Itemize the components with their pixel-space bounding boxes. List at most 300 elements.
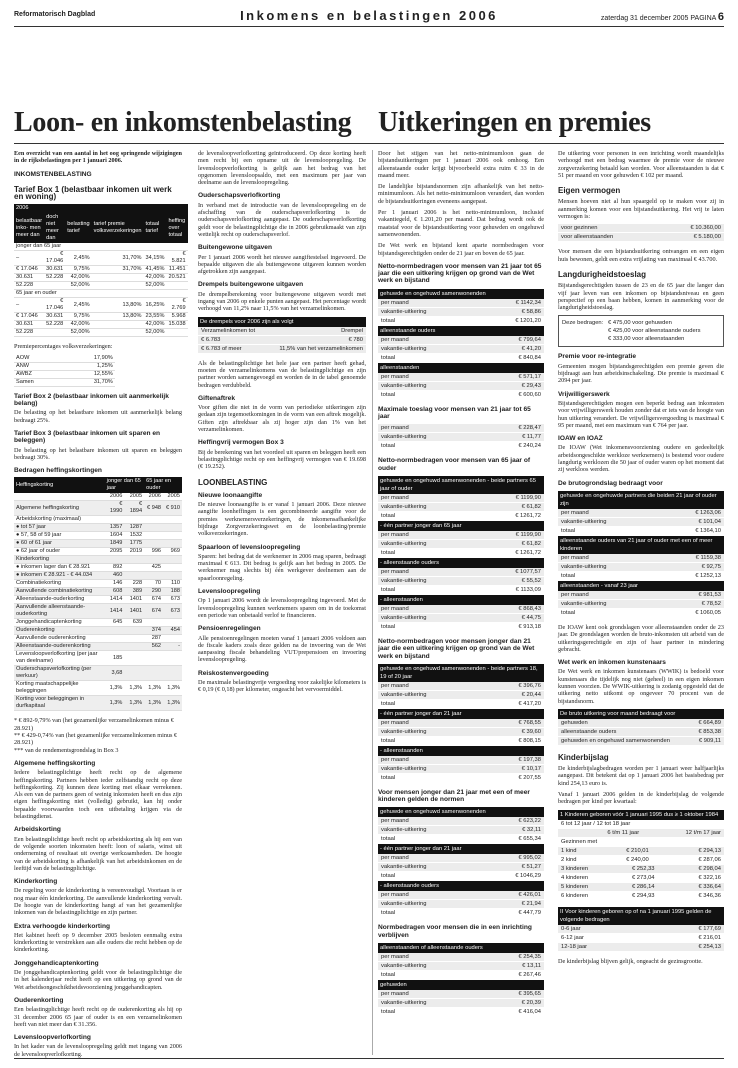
amount-row-cell: € 981,53 (698, 591, 721, 598)
box3-title: Tarief Box 3 (belastbaar inkomen uit sparen en beleggen) (14, 429, 161, 445)
box1-cell: 52.228 (46, 321, 64, 328)
kortingen-cell (163, 651, 182, 666)
amount-row (378, 971, 544, 980)
amount-row-cell: totaal (381, 391, 396, 398)
box-f (378, 943, 544, 1017)
kortingen-cell: Korting maatschappelijke beleggingen (14, 681, 105, 696)
amount-row-cell: € 32,11 (522, 827, 541, 834)
box1-cell: € 17.046 (46, 298, 64, 312)
section-text: Iedere belastingplichtige heeft recht op de algemene heffingskorting. Partners hebben ieder zelfstandig recht op deze heffingskorting. Zij kunnen deze korting met elkaar verrekenen. Als een van de partners geen of weinig inkomsten heeft en dus zijn eigen heffingskorting niet (volledig) gebruikt, kan hij onder bepaalde voorwaarden toch een uitbetaling krijgen via de belastingdienst. (14, 769, 182, 821)
column-2 (198, 150, 366, 1050)
amount-row-cell: € 1263,06 (695, 509, 721, 516)
kortingen-cell: 1775 (124, 540, 144, 548)
amount-row-cell: vakantie-uitkering (561, 563, 607, 570)
box1-cell: 52.228 (46, 274, 64, 281)
table-row (14, 370, 115, 378)
eigen-row-cell: voor gezinnen (561, 225, 598, 232)
amount-row-cell: vakantie-uitkering (381, 963, 427, 970)
kb-b-title: II Voor kinderen geboren op of na 1 januari 1995 gelden de volgende bedragen (558, 907, 724, 925)
table-row (14, 501, 182, 516)
kortingen-cell: Jonggehandicaptenkorting (14, 619, 105, 627)
eigen-row-cell: voor alleenstaanden (561, 234, 614, 241)
section-heading: Wet werk en inkomen kunstenaars (558, 659, 666, 667)
amount-row-cell: totaal (381, 972, 396, 979)
amount-row-cell: € 78,52 (701, 600, 721, 607)
box1-header-cell: doch niet meer dan (44, 213, 65, 243)
table-row (14, 635, 182, 643)
wwik-row-cell: € 853,38 (698, 728, 721, 735)
premie-cell: Samen (14, 378, 63, 386)
kb-a-row-cell: € 273,04 (631, 874, 655, 881)
amount-row-cell: € 207,55 (518, 774, 541, 781)
wwik-title: De bruto uitkering voor maand bedraagt voor (558, 709, 724, 719)
section-text: Een belastingplichtige heeft recht op de ouderenkorting als hij op 31 december 2006 65 jaar of ouder is en een verzamelinkomen heeft van niet meer dan € 31.356. (14, 1006, 182, 1028)
kortingen-cell: € 910 (163, 501, 182, 516)
wwik-row-cell: alleenstaande ouders (561, 728, 617, 735)
kb-a-row-cell: € 346,36 (698, 892, 721, 899)
amount-row-cell: € 51,27 (521, 864, 541, 871)
amount-row (378, 433, 544, 442)
amount-row-cell: totaal (381, 443, 396, 450)
kb-b-box (558, 907, 724, 952)
amount-row-cell: vakantie-uitkering (381, 614, 427, 621)
box1-cell: 20.521 (168, 274, 186, 281)
kortingen-cell (124, 651, 144, 666)
section-text: In het kader van de levensloopregeling geldt met ingang van 2006 de levensloopverlofkorting. (14, 1043, 182, 1058)
amount-row (378, 586, 544, 595)
amount-row-cell: totaal (381, 512, 396, 519)
group-label: - alleenstaande ouders (378, 558, 544, 568)
kinderbijslag-title: Kinderbijslag (558, 752, 609, 762)
col4-intro: De uitkering voor personen in een inrichting wordt maandelijks verhoogd met een bedrag waarmee de premie voor de nieuwe zorgverzekering betaald kan worden. Voor alleenstaanden is dat € 51 per maand en voor gehuwden € 102 per maand. (558, 150, 724, 179)
kortingen-cell (163, 666, 182, 681)
amount-row-cell: totaal (381, 737, 396, 744)
group-label: gehuwde en ongehuwde partners die beiden 21 jaar of ouder zijn (558, 491, 724, 509)
page-number: 6 (717, 11, 724, 23)
amount-row (378, 728, 544, 737)
box-a (378, 289, 544, 400)
kortingen-cell: 1,3% (105, 681, 125, 696)
amount-row (378, 354, 544, 363)
kortingen-cell (124, 643, 144, 651)
kortingen-cell (144, 532, 163, 540)
table-row (14, 282, 188, 290)
amount-row-cell: per maand (381, 682, 409, 689)
amount-row-cell: € 1133,09 (515, 586, 541, 593)
table-row (14, 251, 188, 266)
kortingen-cell: Alleenstaande-ouderenkorting (14, 643, 105, 651)
table-row (14, 274, 188, 282)
kortingen-cell: € 1894 (124, 501, 144, 516)
amount-row (378, 854, 544, 863)
kortingen-cell: 1,3% (163, 696, 182, 711)
amount-row-cell: € 426,01 (518, 892, 541, 899)
amount-row-cell: € 1199,90 (515, 531, 541, 538)
table-row (14, 532, 182, 540)
box1-cell: 42,00% (145, 321, 165, 328)
kortingen-cell (163, 564, 182, 572)
amount-row (378, 540, 544, 549)
kortingen-cell: 673 (163, 596, 182, 604)
drempel-row-cell: 11,5% van het verzamelinkomen (279, 345, 363, 352)
box1-title: Tarief Box 1 (belastbaar inkomen uit werk en woning) (14, 184, 172, 202)
box1-cell: – (14, 251, 44, 266)
amount-row-cell: per maand (561, 554, 589, 561)
amount-row-cell: € 197,38 (518, 756, 541, 763)
bruto-title: De brutogrondslag bedraagt voor (558, 479, 663, 487)
box1-cell: 52,00% (145, 282, 165, 289)
wwik-row (558, 719, 724, 728)
box1-cell (44, 282, 65, 290)
table-row (14, 329, 188, 337)
kortingen-cell: 1849 (105, 540, 125, 548)
kortingen-note: *** van de rendementsgrondslag in Box 3 (14, 746, 119, 754)
wwik-box (558, 709, 724, 746)
box1-cell: 15.038 (168, 321, 186, 328)
amount-row-cell: € 55,52 (521, 577, 541, 584)
amount-row-cell: vakantie-uitkering (561, 518, 607, 525)
box1-cell: 30.631 (46, 266, 64, 273)
amount-row-cell: € 1077,57 (515, 568, 541, 575)
section-heading: Extra verhoogde kinderkorting (14, 922, 110, 930)
kb-b-row-cell: € 254,13 (698, 943, 721, 950)
eigen-row (558, 224, 724, 233)
amount-row (378, 531, 544, 540)
premie-cell: 31,70% (63, 378, 115, 386)
amount-row-cell: vakantie-uitkering (381, 765, 427, 772)
section-text: In verband met de introductie van de levensloopregeling en de afschaffing van de ouderschapsverlofkorting is de ouderschapsverlofkorting aangepast. De ouderschapsverlofkorting geldt voor de belastingplichtige die in 2006 gebruikmaakt van zijn wettelijk recht op ouderschapsverlof. (198, 201, 366, 238)
kb-a-row-cell: € 298,04 (698, 865, 721, 872)
headline-rule (14, 143, 724, 144)
amount-row-cell: € 417,20 (518, 700, 541, 707)
table-row (14, 572, 182, 580)
amount-row-cell: € 913,18 (518, 623, 541, 630)
kortingen-cell: 673 (163, 604, 182, 619)
box2-text: De belasting op het belastbare inkomen uit aanmerkelijk belang bedraagt 25%. (14, 409, 182, 424)
amount-row-cell: € 29,43 (521, 382, 541, 389)
kortingen-cell: 1,3% (124, 681, 144, 696)
group-label: alleenstaanden of alleenstaande ouders (378, 943, 544, 953)
box3-text: De belasting op het belastbare inkomen uit sparen en beleggen bedraagt 30%. (14, 446, 182, 461)
kortingen-cell (124, 564, 144, 572)
issue-date: zaterdag 31 december 2005 (600, 15, 689, 22)
kortingen-cell (144, 540, 163, 548)
section-heading: Levensloopregeling (198, 588, 261, 596)
kinderbijslag-text: De kinderbijslagbedragen worden per 1 januari weer halfjaarlijks aangepast. Dit betekent dat op 1 januari 2006 het basisbedrag per kind 254,13 euro is. (558, 765, 724, 787)
amount-row-cell: € 1060,05 (695, 609, 721, 616)
table-row (14, 604, 182, 619)
table-row (14, 556, 182, 564)
section-text: Gemeenten mogen bijstandsgerechtigden een premie geven die bijdraagt aan hun arbeidsinschakeling. Die premie is maximaal € 2094 per jaar. (558, 362, 724, 385)
group-label: - alleenstaande ouders (378, 881, 544, 891)
box1-table (14, 204, 188, 337)
kortingen-cell: - (163, 643, 182, 651)
table-row (14, 588, 182, 596)
kb-a-row (558, 883, 724, 892)
kortingen-sub-cell: 2006 (144, 493, 163, 501)
amount-row (378, 990, 544, 999)
box1-cell: 5.968 (167, 313, 188, 321)
amount-row (378, 549, 544, 558)
kortingen-cell: 188 (163, 588, 182, 596)
amount-row (378, 424, 544, 433)
table-row (14, 321, 188, 329)
amount-row-cell: totaal (381, 549, 396, 556)
section-heading: Reiskostenvergoeding (198, 669, 269, 677)
kb-a-row (558, 865, 724, 874)
kb-b-row-cell: 6-12 jaar (561, 934, 584, 941)
table-row (14, 378, 115, 386)
amount-row-cell: € 1252,13 (695, 572, 721, 579)
amount-row-cell: € 1201,20 (515, 317, 541, 324)
kortingen-cell: 1532 (124, 532, 144, 540)
kortingen-cell: ● inkomen € 28.921 - € 44.034 (14, 572, 105, 580)
amount-row-cell: vakantie-uitkering (381, 901, 427, 908)
amount-row-cell: per maand (561, 591, 589, 598)
group-label: gehuwde en ongehuwd samenwonenden (378, 807, 544, 817)
amount-row (558, 554, 724, 563)
kortingen-cell: Ouderenkorting (14, 627, 105, 635)
kortingen-cell (163, 540, 182, 548)
eigen-row-cell: € 5.180,00 (693, 234, 721, 241)
drempel-row-cell: € 6.783 of meer (201, 345, 242, 352)
amount-row-cell: per maand (381, 568, 409, 575)
amount-row-cell: totaal (381, 774, 396, 781)
amount-row (378, 503, 544, 512)
box1-cell (92, 282, 144, 290)
amount-row-cell: € 447,79 (518, 910, 541, 917)
column-4 (558, 150, 724, 1055)
box1-cell: 52,00% (65, 282, 91, 290)
table-row (14, 540, 182, 548)
kb-b-row-cell: € 177,69 (698, 925, 721, 932)
kortingen-cell (105, 635, 125, 643)
table-row (14, 666, 182, 681)
loon-title: LOONBELASTING (198, 477, 268, 487)
section-heading: Levensloopverlofkorting (14, 1034, 91, 1042)
box1-cell: – (14, 298, 44, 313)
amount-row (378, 1008, 544, 1017)
kortingen-cell (163, 524, 182, 532)
amount-row (558, 591, 724, 600)
amount-row-cell: € 228,47 (518, 425, 541, 432)
table-row (14, 524, 182, 532)
amount-row-cell: € 655,34 (518, 836, 541, 843)
eigen-text: Mensen hoeven niet al hun spaargeld op te maken voor zij in aanmerking komen voor een bijstandsuitkering. Het vrij te laten vermogen is: (558, 198, 724, 221)
kb-b-row (558, 943, 724, 952)
premie-cell: AWBZ (14, 370, 63, 378)
amount-row (378, 774, 544, 783)
kortingen-cell (144, 651, 163, 666)
amount-row-cell: totaal (381, 1009, 396, 1016)
group-label: gehuwde en ongehuwd samenwonenden - beide partners 65 jaar of ouder (378, 476, 544, 494)
amount-row (378, 953, 544, 962)
group-label: gehuwden (378, 980, 544, 990)
amount-row-cell: vakantie-uitkering (381, 540, 427, 547)
section-text: De maximale belastingvrije vergoeding voor zakelijke kilometers is € 0,19 (€ 0,18) per kilometer, ongeacht het vervoermiddel. (198, 679, 366, 694)
table-row (14, 548, 182, 556)
kortingen-cell (144, 619, 163, 627)
amount-row-cell: per maand (381, 494, 409, 501)
table-row (14, 651, 182, 666)
box1-cell: 42,00% (65, 321, 91, 329)
kortingen-note: ** € 429-0,74% van (het gezamenlijke verzamelinkomen minus € 28.921) (14, 732, 178, 747)
amount-row (558, 518, 724, 527)
section-text: Bijstandsgerechtigden mogen een beperkt bedrag aan inkomsten voor vrijwilligerswerk houden zonder dat er iets van de hoogte van hun uitkering verandert. De vrijwilligersvergoeding is maximaal € 95 per maand, met een maximum van € 764 per jaar. (558, 399, 724, 429)
kb-a-row-cell: € 286,14 (631, 883, 655, 890)
amount-row-cell: per maand (381, 756, 409, 763)
amount-row-cell: € 768,55 (518, 719, 541, 726)
kb-a-row-cell: € 294,13 (698, 847, 721, 854)
table-row (14, 516, 182, 524)
section-heading: Vrijwilligerswerk (558, 390, 610, 398)
section-text: De IOAW (Wet inkomensvoorziening oudere en gedeeltelijk arbeidsongeschikte werkloze werknemers) is bestemd voor oudere langdurig werklozen die 50 jaar of ouder waren op het moment dat zij werkloos werden. (558, 444, 724, 474)
kortingen-cell: 674 (144, 604, 163, 619)
amount-row (378, 682, 544, 691)
amount-row (378, 336, 544, 345)
kortingen-sub-cell: 2006 (105, 493, 125, 501)
kb-a-label-row (558, 838, 724, 847)
table-row (14, 619, 182, 627)
amount-row-cell: totaal (381, 623, 396, 630)
amount-row-cell: € 571,17 (518, 373, 541, 380)
kb-b-row-cell: € 216,01 (698, 934, 721, 941)
amount-row-cell: per maand (381, 991, 409, 998)
box1-cell: 31,70% (92, 266, 144, 274)
kortingen-cell: 374 (144, 627, 163, 635)
amount-row-cell: totaal (561, 527, 576, 534)
group-label: alleenstaanden (378, 363, 544, 373)
table-row (14, 362, 115, 370)
intro-2: De landelijke bijstandsnormen zijn afhankelijk van het netto-minimumloon. Als het netto-minimumloon verandert, dan worden de bijstandsuitkeringen eveneens aangepast. (378, 183, 544, 205)
amount-row-cell: vakantie-uitkering (381, 827, 427, 834)
page-label: PAGINA (690, 15, 716, 22)
wwik-row-cell: € 664,89 (698, 719, 721, 726)
amount-row-cell: € 41,20 (521, 345, 541, 352)
kortingen-note: * € 892-9,79% van (het gezamenlijke verzamelinkomen minus € 28.921) (14, 717, 174, 732)
kb-a-box (558, 810, 724, 901)
table-row (14, 564, 182, 572)
kb-a-row-cell: 4 kinderen (561, 874, 589, 881)
kortingen-cell (124, 516, 144, 524)
box1-header-cell: belastbaar inko- men meer dan (14, 213, 44, 243)
kortingen-cell: 110 (163, 580, 182, 588)
langdurig-box (558, 315, 724, 347)
kortingen-cell (163, 516, 182, 524)
kortingen-cell: 70 (144, 580, 163, 588)
section-text: Bij de berekening van het voordeel uit sparen en beleggen heeft een belastingplichtige recht op een heffingvrij vermogen van € 19.698 (€ 19.252). (198, 448, 366, 471)
amount-row-cell: vakantie-uitkering (381, 382, 427, 389)
bruto-box (558, 491, 724, 618)
kortingen-cell: 1,3% (144, 696, 163, 711)
section-heading: Ouderschapsverlofkorting (198, 192, 281, 200)
amount-row-cell: € 1159,38 (695, 554, 721, 561)
kortingen-cell: 2019 (124, 548, 144, 556)
section-text: Als de belastingplichtige het hele jaar een partner heeft gehad, moeten de verzamelinkomens van de belastingplichtige en zijn partner worden samengevoegd en worden de in de tabel genoemde bedragen verdubbeld. (198, 359, 366, 389)
kortingen-sub-cell: 2005 (163, 493, 182, 501)
amount-row (378, 756, 544, 765)
amount-row-cell: vakantie-uitkering (381, 691, 427, 698)
kb-a-sub (558, 820, 724, 829)
langdurig-row: € 425,00 voor alleenstaande ouders (608, 328, 701, 335)
kortingen-cell: ● tot 57 jaar (14, 524, 105, 532)
box1-cell: 23,55% (145, 313, 165, 320)
amount-row-cell: per maand (381, 855, 409, 862)
box2-title: Tarief Box 2 (belastbaar inkomen uit aanmerkelijk belang) (14, 392, 169, 408)
box1-cell (167, 282, 188, 290)
newspaper-name: Reformatorisch Dagblad (14, 11, 96, 18)
amount-row-cell: € 396,76 (518, 682, 541, 689)
amount-row-cell: vakantie-uitkering (381, 728, 427, 735)
amount-row-cell: vakantie-uitkering (381, 1000, 427, 1007)
amount-row-cell: per maand (381, 425, 409, 432)
section-text: de levensloopverlofkorting geïntroduceerd. Op deze korting heeft men recht bij een opname uit de levensloopregeling. De levensloopverlofkorting is gelijk aan het bedrag van het opgenomen levensloopsaldo, met een maximum per jaar van deelname aan de levensloopregeling. (198, 150, 366, 187)
kortingen-cell: ● 60 of 61 jaar (14, 540, 105, 548)
amount-row-cell: € 92,75 (701, 563, 721, 570)
kb-a-row-cell: 3 kinderen (561, 865, 589, 872)
amount-row-cell: per maand (381, 373, 409, 380)
kb-a-row-cell: € 294,93 (631, 892, 655, 899)
kortingen-cell (124, 635, 144, 643)
box1-header-cell: belasting tarief (65, 213, 91, 243)
kortingen-cell (163, 619, 182, 627)
kb-a-row (558, 856, 724, 865)
kortingen-cell: 425 (144, 564, 163, 572)
section-text: Alle pensioenregelingen moeten vanaf 1 januari 2006 voldoen aan de fiscale kaders zoals deze gelden na de invoering van de Wet aanpassing fiscale behandeling VUT/prepensioen en invoering levensloopregeling. (198, 634, 366, 664)
section-heading: Ouderenkorting (14, 996, 64, 1004)
drempel-header (198, 327, 366, 336)
intro-1: Door het stijgen van het netto-minimumloon gaan de bijstandsuitkeringen per 1 januari 2006 ook omhoog. Een alleenstaande ouder krijgt bijvoorbeeld extra ruim € 33 in de maand meer. (378, 150, 544, 179)
kb-a-header-cell: 12 t/m 17 jaar (685, 829, 721, 836)
section-heading: Pensioenregelingen (198, 625, 261, 633)
section-heading: Drempels buitengewone uitgaven (198, 281, 304, 289)
kb-b-row (558, 934, 724, 943)
box1-cell: 30.631 (14, 321, 44, 329)
section-title: Inkomens en belastingen 2006 (240, 8, 498, 23)
box-c (378, 476, 544, 632)
box-d (378, 664, 544, 783)
section-text: De regeling voor de kinderkorting is vereenvoudigd. Voortaan is er nog maar één kinderkorting. De aanvullende kinderkorting vervalt. De hoogte van de kinderkorting hangt af van het gezamenlijke inkomen van de belastingplichtige en zijn partner. (14, 887, 182, 917)
amount-row (378, 719, 544, 728)
amount-row-cell: vakantie-uitkering (381, 434, 427, 441)
kortingen-cell: 460 (105, 572, 125, 580)
section-text: De drempelberekening voor buitengewone uitgaven wordt met ingang van 2006 op enkele punten aangepast. Het percentage wordt verhoogd van 11,2% naar 11,5% van het verzamelinkomen. (198, 290, 366, 313)
amount-row-cell: € 61,82 (521, 540, 541, 547)
kortingen-notes (14, 717, 182, 753)
group-label: gehuwde en ongehuwd samenwonenden - beide partners 18, 19 of 20 jaar (378, 664, 544, 682)
amount-row-cell: € 1046,29 (515, 873, 541, 880)
kortingen-header-cell: 65 jaar en ouder (144, 477, 182, 493)
section-text: De nieuwe loonaangifte is er vanaf 1 januari 2006. Deze nieuwe aangifte loonheffingen is een gecombineerde aangifte voor de premies werknemersverzekeringen, de inkomensafhankelijke bijdrage Zorgverzekeringswet en de loonbelasting/premie volksverzekeringen. (198, 501, 366, 538)
table-row (14, 627, 182, 635)
table-row (14, 643, 182, 651)
amount-row (378, 962, 544, 971)
amount-row (378, 900, 544, 909)
kb-a-sub-text: 6 tot 12 jaar / 12 tot 18 jaar (561, 820, 631, 827)
table-row (14, 355, 115, 363)
kinderbijslag-text-2: Vanaf 1 januari 2006 gelden in de kinderbijslag de volgende bedragen per kind per kwartaal: (558, 791, 724, 806)
amount-row (378, 391, 544, 400)
amount-row (378, 494, 544, 503)
section-text: Sparen: het bedrag dat de werknemer in 2006 mag sparen, bedraagt maximaal € 613. Dit bedrag is gelijk aan het bedrag in 2005. De werknemer mag slechts bij één werkgever deelnemen aan de spaarloonregeling. (198, 552, 366, 582)
amount-row (378, 317, 544, 326)
right-headline: Uitkeringen en premies (378, 107, 651, 138)
box1-cell (92, 321, 144, 329)
kortingen-cell: 645 (105, 619, 125, 627)
kortingen-cell: 287 (144, 635, 163, 643)
amount-row-cell: € 61,82 (521, 503, 541, 510)
kortingen-sub-cell: 2005 (124, 493, 144, 501)
